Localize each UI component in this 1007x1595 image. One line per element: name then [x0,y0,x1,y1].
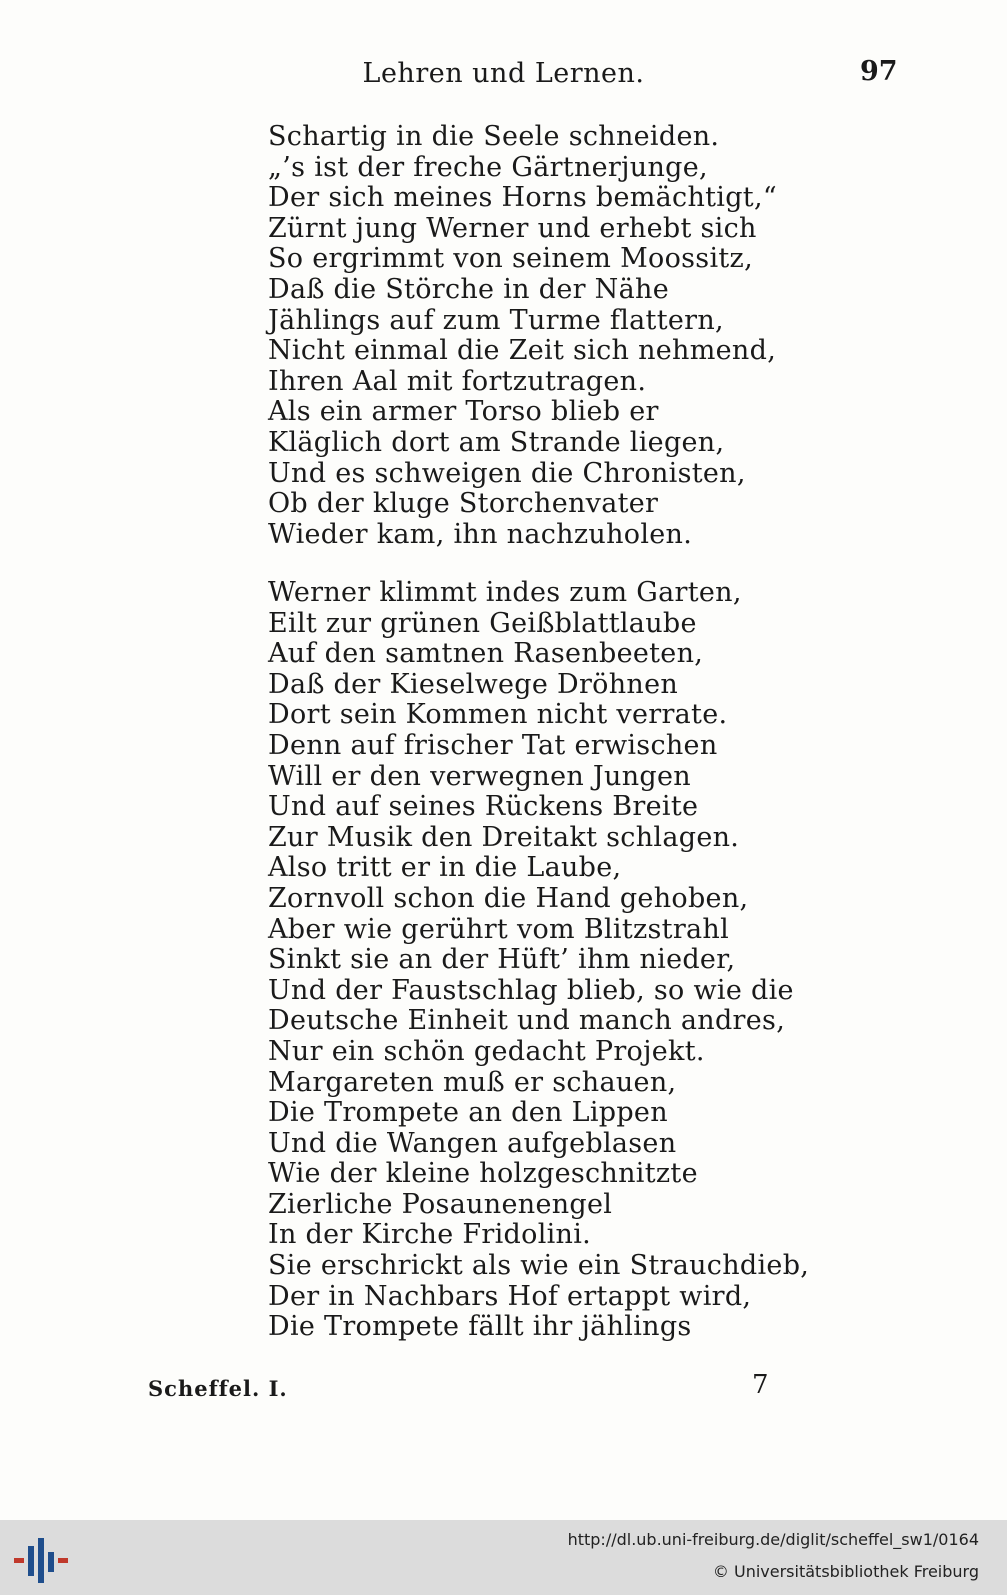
page-number: 97 [860,56,898,87]
verse-line: Denn auf frischer Tat erwischen [268,729,718,761]
verse-line: Sinkt sie an der Hüft’ ihm nieder, [268,944,736,976]
verse-line: So ergrimmt von seinem Moossitz, [268,243,753,275]
verse-line: Und auf seines Rückens Breite [268,791,699,823]
verse-line: Zornvoll schon die Hand gehoben, [268,882,749,914]
verse-line: Aber wie gerührt vom Blitzstrahl [268,913,730,945]
verse-line: Eilt zur grünen Geißblattlaube [268,607,697,639]
copyright-notice: © Universitätsbibliothek Freiburg [712,1562,979,1581]
verse-line: Und es schweigen die Chronisten, [268,457,746,489]
verse-line: In der Kirche Fridolini. [268,1219,592,1251]
verse-line: Die Trompete fällt ihr jählings [268,1311,692,1343]
verse-line: Will er den verwegnen Jungen [268,760,691,792]
verse-line: Die Trompete an den Lippen [268,1097,668,1129]
verse-line: Werner klimmt indes zum Garten, [268,577,742,608]
stanza-1 [268,122,777,550]
verse-line: Also tritt er in die Laube, [268,852,622,884]
verse-line: Zur Musik den Dreitakt schlagen. [268,821,740,853]
verse-line: Der sich meines Horns bemächtigt,“ [268,182,777,214]
verse-line: Margareten muß er schauen, [268,1066,677,1098]
ub-freiburg-logo-icon [14,1538,64,1583]
verse-line: Ob der kluge Storchenvater [268,488,659,520]
signature-mark: Scheffel. I. [148,1376,288,1401]
verse-line: „’s ist der freche Gärtnerjunge, [268,151,708,183]
verse-line: Deutsche Einheit und manch andres, [268,1005,786,1037]
verse-line: Auf den samtnen Rasenbeeten, [268,638,704,670]
verse-line: Als ein armer Torso blieb er [268,396,659,428]
verse-line: Nicht einmal die Zeit sich nehmend, [268,335,777,367]
verse-line: Ihren Aal mit fortzutragen. [268,365,647,397]
verse-line: Zierliche Posaunenengel [268,1188,613,1220]
verse-line: Wie der kleine holzgeschnitzte [268,1158,698,1190]
verse-line: Nur ein schön gedacht Projekt. [268,1035,705,1067]
verse-line: Sie erschrickt als wie ein Strauchdieb, [268,1250,810,1282]
verse-line: Zürnt jung Werner und erhebt sich [268,212,757,244]
verse-line: Und der Faustschlag blieb, so wie die [268,974,794,1006]
verse-line: Dort sein Kommen nicht verrate. [268,699,728,731]
source-url[interactable]: http://dl.ub.uni-freiburg.de/diglit/scheffel_sw1/0164 [567,1530,979,1549]
verse-line: Der in Nachbars Hof ertappt wird, [268,1280,752,1312]
provenance-bar [0,1520,1007,1595]
verse-line: Daß der Kieselwege Dröhnen [268,668,679,700]
verse-line: Daß die Störche in der Nähe [268,273,669,305]
verse-line: Schartig in die Seele schneiden. [268,121,720,152]
running-head: Lehren und Lernen. [362,58,645,89]
verse-line: Und die Wangen aufgeblasen [268,1127,677,1159]
verse-line: Kläglich dort am Strande liegen, [268,426,725,458]
stanza-2 [268,578,809,1343]
signature-number: 7 [752,1370,769,1400]
verse-line: Jählings auf zum Turme flattern, [268,304,724,336]
verse-line: Wieder kam, ihn nachzuholen. [268,518,693,550]
